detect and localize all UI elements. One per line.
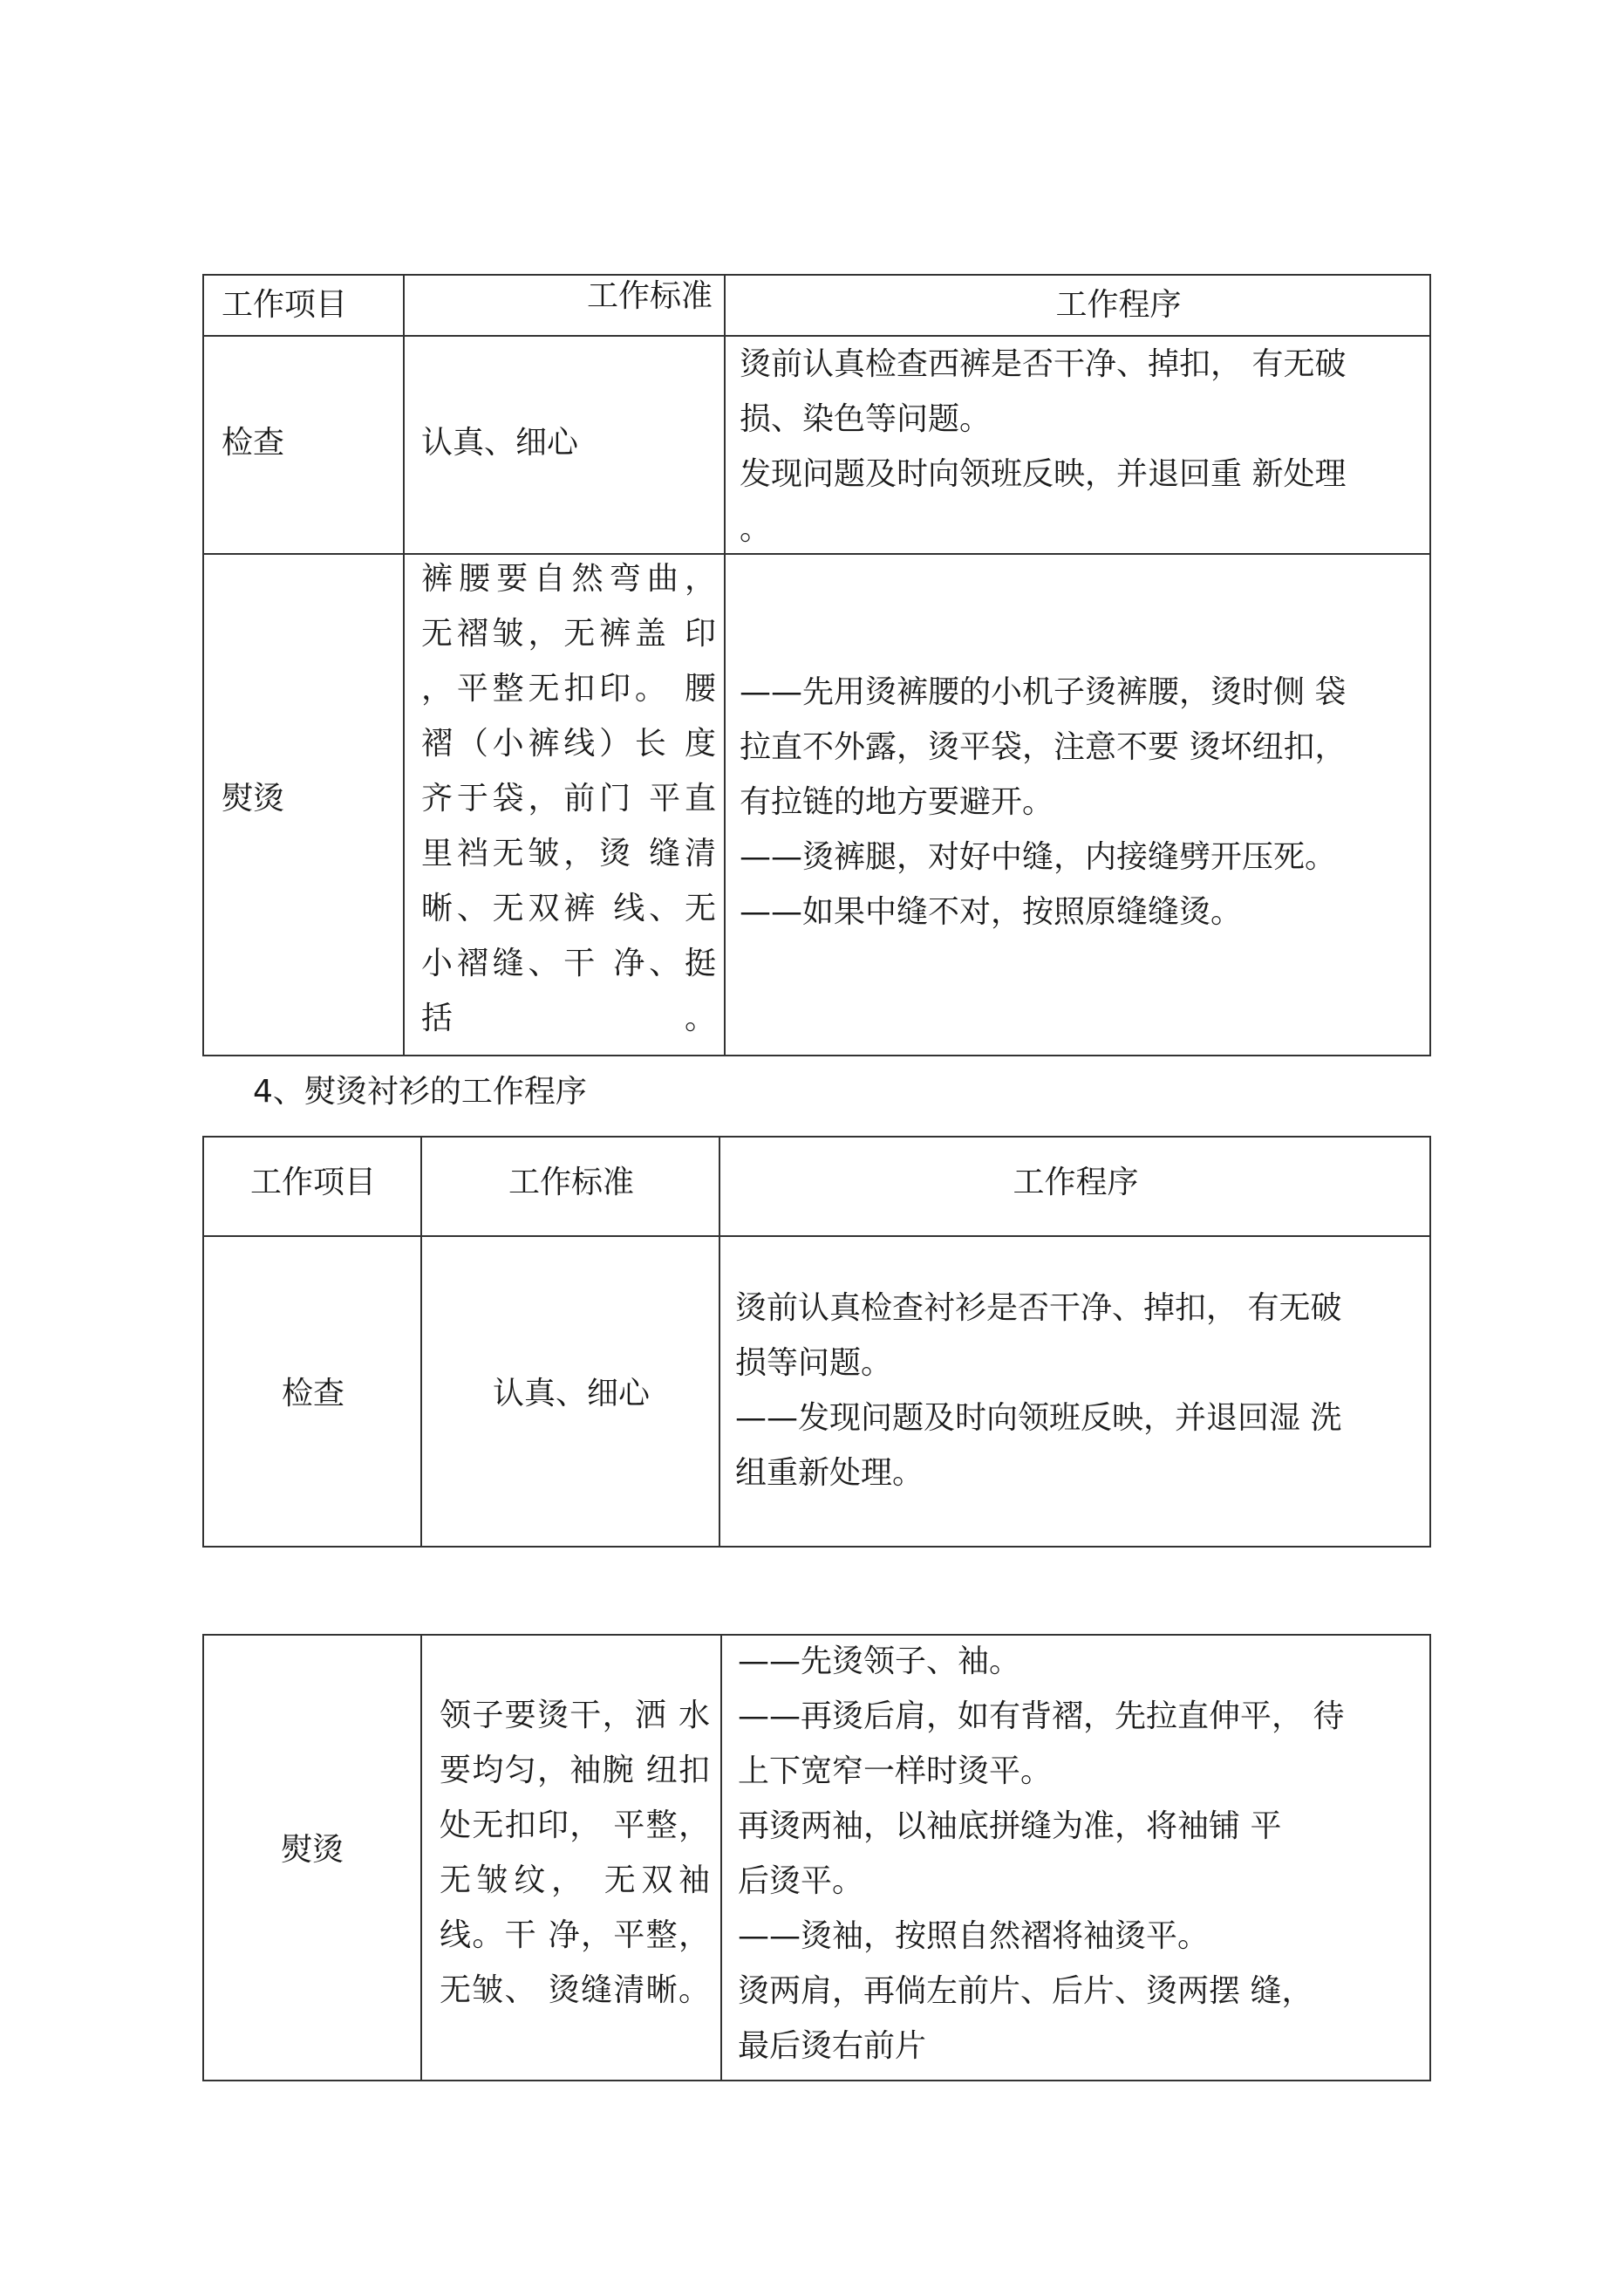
header-standard: 工作标准: [508, 1165, 634, 1200]
item-cell: 熨烫: [222, 781, 285, 817]
standard-cell: 领子要烫干，洒 水 要均匀，袖腕 纽扣 处无扣印， 平整， 无皱纹， 无双袖 线。干 净，平整， 无皱、 烫缝清晰。: [440, 1698, 710, 2008]
procedure-cell: ——先烫领子、袖。 ——再烫后肩，如有背褶，先拉直伸平， 待 上下宽窄一样时烫平。 再烫两袖，以袖底拼缝为准，将袖铺 平 后烫平。 ——烫袖，按照自然褶将袖烫平。 烫两肩，再倘左前片、后片、烫两摆 缝， 最后烫右前片: [738, 1643, 1345, 2064]
procedure-cell: 烫前认真检查衬衫是否干净、掉扣， 有无破 损等问题。 ——发现问题及时向领班反映，并退回湿 洗 组重新处理。: [735, 1290, 1342, 1491]
item-cell: 检查: [281, 1376, 344, 1411]
procedure-cell: 烫前认真检查西裤是否干净、掉扣， 有无破 损、染色等问题。 发现问题及时向领班反映，并退回重 新处理 。: [740, 346, 1347, 547]
standard-cell: 裤腰要自然弯曲， 无褶皱，无裤盖 印 ，平整无扣印。 腰 褶（小裤线）长 度 齐于袋，前门 平直 里裆无皱，烫 缝清 晰、无双裤 线、无 小褶缝、干 净、挺 括。: [421, 561, 716, 1036]
item-cell: 熨烫: [280, 1832, 344, 1868]
header-item: 工作项目: [249, 1165, 376, 1200]
table-row: [204, 1636, 1429, 2080]
trouser-ironing-table: [202, 274, 1431, 1056]
procedure-cell: ——先用烫裤腰的小机子烫裤腰，烫时侧 袋 拉直不外露，烫平袋，注意不要 烫坏纽扣， 有拉链的地方要避开。 ——烫裤腿，对好中缝，内接缝劈开压死。 ——如果中缝不对，按照原缝缝烫。: [740, 674, 1347, 930]
table-header-row: [204, 1138, 1429, 1237]
table-row: [204, 553, 1429, 1055]
table-row: [204, 335, 1429, 555]
header-standard: 工作标准: [586, 278, 713, 314]
item-cell: 检查: [222, 425, 285, 461]
shirt-inspection-table: [202, 1136, 1431, 1548]
shirt-ironing-table: [202, 1634, 1431, 2081]
table-row: [204, 1235, 1429, 1546]
standard-cell: 认真、细心: [492, 1376, 650, 1411]
header-procedure: 工作程序: [1055, 287, 1182, 323]
header-item: 工作项目: [222, 287, 348, 323]
table-header-row: [204, 276, 1429, 337]
standard-cell: 认真、细心: [421, 425, 579, 461]
section-title: 4、熨烫衬衫的工作程序: [253, 1074, 587, 1110]
header-procedure: 工作程序: [1013, 1165, 1139, 1200]
